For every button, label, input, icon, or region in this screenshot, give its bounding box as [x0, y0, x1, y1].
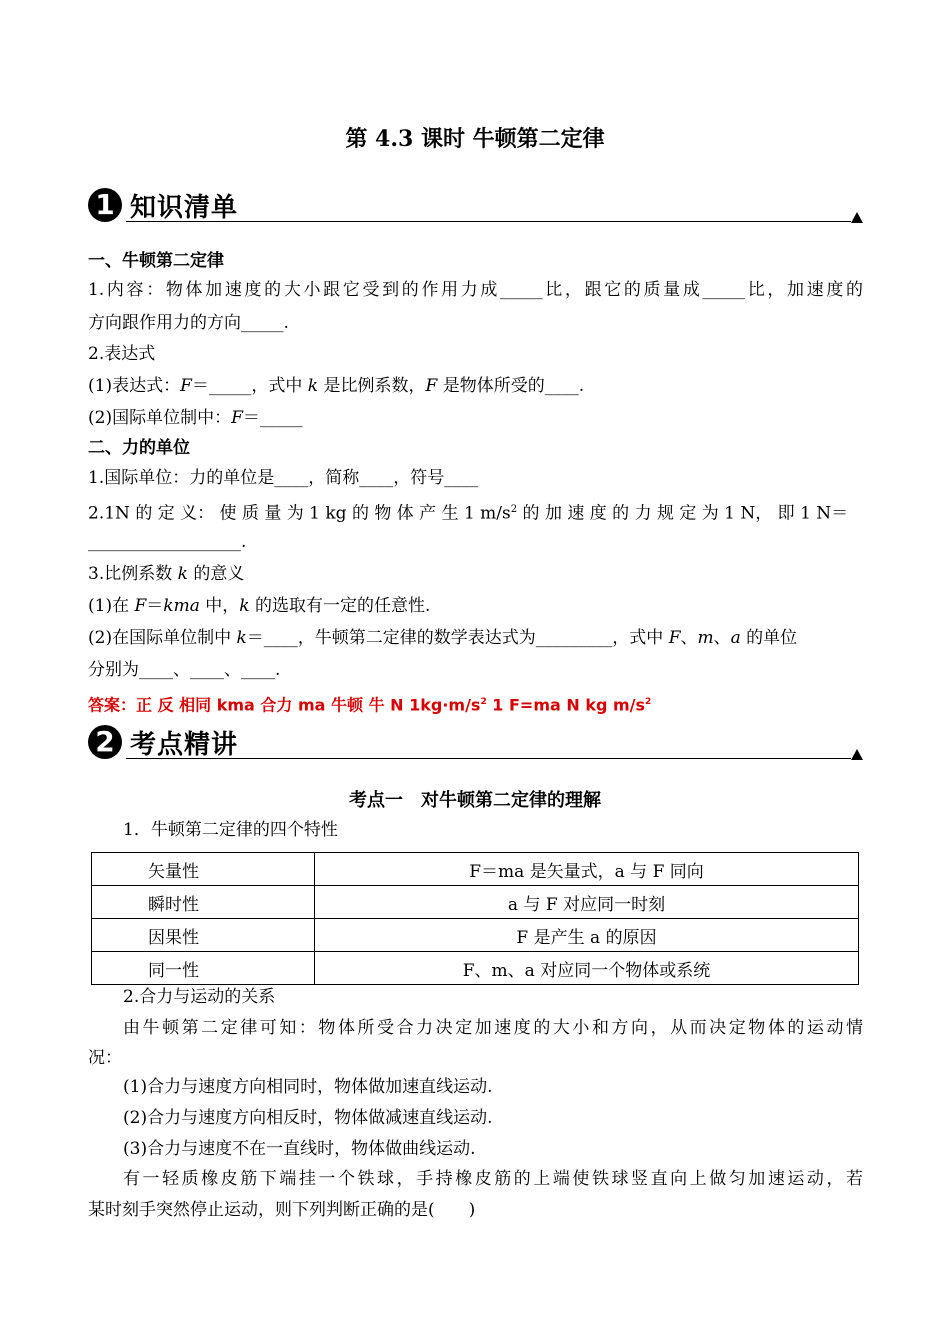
table-cell: F 是产生 a 的原因 [315, 919, 859, 952]
triangle-icon [851, 749, 863, 760]
section-header-knowledge [88, 188, 863, 226]
text-line: (2)国际单位制中：F＝_____ [88, 408, 303, 428]
properties-table [91, 852, 859, 985]
section-label: 考点精讲 [130, 730, 239, 760]
triangle-icon [851, 212, 863, 223]
text-line: 分别为____、____、____. [88, 660, 281, 680]
table-cell: a 与 F 对应同一时刻 [315, 886, 859, 919]
section-number-icon: 1 [88, 188, 122, 222]
answer-line: 答案：正 反 相同 kma 合力 ma 牛顿 牛 N $1kg\cdot m/s^2$ 1 F=ma N kg $m/s^2$ [88, 695, 652, 715]
text-line: (1)合力与速度方向相同时，物体做加速直线运动. [123, 1077, 493, 1097]
table-cell: 矢量性 [92, 853, 315, 886]
table-cell: F＝ma 是矢量式，a 与 F 同向 [315, 853, 859, 886]
table-row [92, 886, 859, 919]
text-line: 2.合力与运动的关系 [123, 987, 276, 1007]
text-line: (2)在国际单位制中 k＝____，牛顿第二定律的数学表达式为_________，式中 F、m、a 的单位 [88, 628, 798, 648]
text-line: 有一轻质橡皮筋下端挂一个铁球，手持橡皮筋的上端使铁球竖直向上做匀加速运动，若 [123, 1169, 863, 1189]
text-line: 方向跟作用力的方向_____. [88, 313, 289, 333]
text-line: 某时刻手突然停止运动，则下列判断正确的是( ) [88, 1200, 476, 1220]
heading-force-unit: 二、力的单位 [88, 438, 190, 458]
section-rule [126, 758, 851, 759]
text-line: 2.表达式 [88, 344, 156, 364]
page-title: 第 4.3 课时 牛顿第二定律 [345, 126, 605, 152]
section-rule [126, 221, 851, 222]
text-line: (1)在 F＝kma 中，k 的选取有一定的任意性. [88, 596, 431, 616]
text-line: (2)合力与速度方向相反时，物体做减速直线运动. [123, 1108, 493, 1128]
text-line: (1)表达式：F＝_____，式中 k 是比例系数，F 是物体所受的____. [88, 376, 585, 396]
topic-heading: 考点一 对牛顿第二定律的理解 [349, 790, 601, 811]
text-line: 3.比例系数 k 的意义 [88, 564, 245, 584]
table-cell: 瞬时性 [92, 886, 315, 919]
text-line: 1．牛顿第二定律的四个特性 [123, 820, 338, 840]
text-line: 1.内容：物体加速度的大小跟它受到的作用力成_____比，跟它的质量成_____比，加速度的 [88, 280, 863, 300]
section-label: 知识清单 [130, 193, 239, 223]
section-header-topics [88, 725, 863, 763]
text-line: 2.1N 的 定 义： 使 质 量 为 1 kg 的 物 体 产 生 1 $m/s^2$ 的 加 速 度 的 力 规 定 为 1 N， 即 1 N＝ [88, 503, 849, 524]
table-cell: F、m、a 对应同一个物体或系统 [315, 952, 859, 985]
table-row [92, 919, 859, 952]
table-row [92, 853, 859, 886]
text-line: 况： [88, 1048, 122, 1068]
text-line: 由牛顿第二定律可知：物体所受合力决定加速度的大小和方向，从而决定物体的运动情 [123, 1018, 863, 1038]
table-cell: 因果性 [92, 919, 315, 952]
table-cell: 同一性 [92, 952, 315, 985]
text-line: __________________. [88, 532, 247, 552]
text-line: 1.国际单位：力的单位是____，简称____，符号____ [88, 468, 479, 488]
heading-newton-law: 一、牛顿第二定律 [88, 251, 224, 271]
section-number-icon: 2 [88, 725, 122, 759]
text-line: (3)合力与速度不在一直线时，物体做曲线运动. [123, 1139, 476, 1159]
table-row [92, 952, 859, 985]
